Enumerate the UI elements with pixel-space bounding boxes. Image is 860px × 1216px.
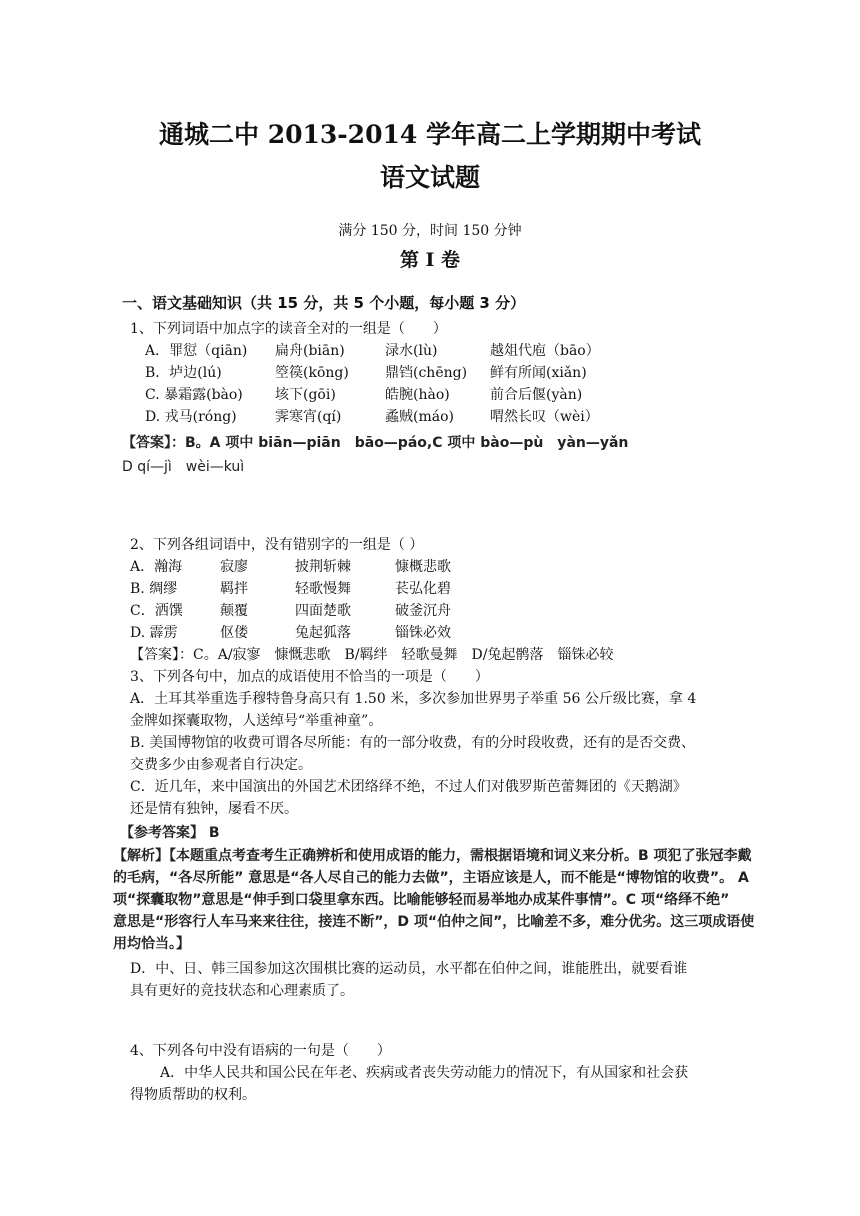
exam-subtitle: 语文试题	[379, 163, 480, 192]
q4-option-a-line-1: A．中华人民共和国公民在年老、疾病或者丧失劳动能力的情况下，有从国家和社会获	[160, 1065, 689, 1081]
q2-option-d: D. 霹雳 伛偻 兔起狐落 锱铢必效	[130, 625, 451, 641]
q1-option-c: C. 暴霜露(bào) 垓下(gōi) 皓腕(hào) 前合后偃(yàn)	[145, 387, 583, 403]
q3-option-a-line-1: A．土耳其举重选手穆特鲁身高只有 1.50 米，多次参加世界男子举重 56 公斤级比赛，拿 4	[130, 691, 697, 707]
q2-option-a: A．瀚海 寂廖 披荆斩棘 慷概悲歌	[130, 559, 451, 575]
q2-answer: 【答案】：C。A/寂寥 慷慨悲歌 B/羁绊 轻歌曼舞 D/兔起鹘落 锱铢必较	[130, 647, 614, 663]
q1-option-b: B．垆边(lú) 箜篌(kōng) 鼎铛(chēng) 鲜有所闻(xiǎn)	[145, 365, 587, 381]
q3-explanation-line-4: 意思是“形容行人车马来来往往，接连不断”，D 项“伯仲之间”，比喻差不多，难分优劣。这三项成语使	[113, 914, 755, 930]
volume-heading: 第 I 卷	[399, 249, 461, 271]
section-heading: 一、语文基础知识（共 15 分，共 5 个小题，每小题 3 分）	[122, 294, 526, 312]
q3-explanation-line-2: 的毛病，“各尽所能” 意思是“各人尽自己的能力去做”，主语应该是人，而不能是“博物馆的收费”。 A	[113, 870, 749, 886]
q3-option-d-line-1: D．中、日、韩三国参加这次围棋比赛的运动员，水平都在伯仲之间，谁能胜出，就要看谁	[130, 961, 688, 977]
q1-answer-line-2: D qí—jì wèi—kuì	[122, 459, 245, 475]
question-1-stem: 1、下列词语中加点字的读音全对的一组是（ ）	[130, 321, 447, 337]
q2-option-b: B. 绸缪 羁拌 轻歌慢舞 苌弘化碧	[130, 581, 451, 597]
q3-option-b-line-1: B. 美国博物馆的收费可谓各尽所能：有的一部分收费，有的分时段收费，还有的是否交费、	[130, 735, 696, 751]
q1-option-a: A．罪愆（qiān) 扁舟(biān) 渌水(lù) 越俎代庖（bāo）	[145, 343, 600, 359]
q1-answer-line-1: 【答案】：B。A 项中 biān—piān bāo—páo,C 项中 bào—pù yàn—yǎn	[122, 435, 629, 451]
q3-option-a-line-2: 金牌如探囊取物，人送绰号“举重神童”。	[130, 713, 383, 729]
q3-option-b-line-2: 交费多少由参观者自行决定。	[130, 757, 312, 773]
q3-option-d-line-2: 具有更好的竞技状态和心理素质了。	[130, 983, 354, 999]
q3-reference-answer: 【参考答案】 B	[120, 825, 220, 841]
question-3-stem: 3、下列各句中，加点的成语使用不恰当的一项是（ ）	[130, 669, 489, 685]
q3-explanation-line-5: 用均恰当。】	[113, 936, 190, 952]
question-2-stem: 2、下列各组词语中，没有错别字的一组是（ ）	[130, 537, 424, 553]
q4-option-a-line-2: 得物质帮助的权利。	[130, 1087, 256, 1103]
q2-option-c: C．洒馔 颠覆 四面楚歌 破釜沉舟	[130, 603, 451, 619]
exam-meta: 满分 150 分，时间 150 分钟	[338, 223, 522, 239]
q3-explanation-line-1: 【解析】【本题重点考查考生正确辨析和使用成语的能力，需根据语境和词义来分析。B 项犯了张冠李戴	[113, 848, 752, 864]
q1-option-d: D. 戎马(róng) 霁寒宵(qí) 蟊贼(máo) 喟然长叹（wèi）	[145, 409, 599, 425]
q3-option-c-line-1: C．近几年，来中国演出的外国艺术团络绎不绝，不过人们对俄罗斯芭蕾舞团的《天鹅湖》	[130, 779, 687, 795]
question-4-stem: 4、下列各句中没有语病的一句是（ ）	[130, 1043, 391, 1059]
q3-explanation-line-3: 项“探囊取物”意思是“伸手到口袋里拿东西。比喻能够轻而易举地办成某件事情”。C 项“络绎不绝”	[113, 892, 730, 908]
exam-title: 通城二中 2013-2014 学年高二上学期期中考试	[159, 120, 701, 149]
q3-option-c-line-2: 还是情有独钟，屡看不厌。	[130, 801, 298, 817]
